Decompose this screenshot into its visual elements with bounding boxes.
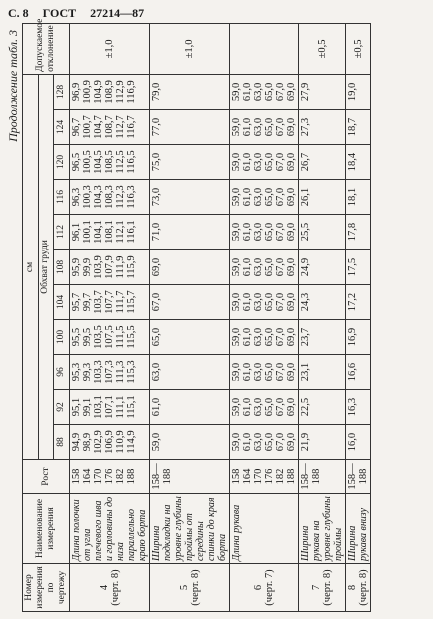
row-name: Ширина рукава внизу <box>346 494 371 564</box>
row-tolerance <box>230 23 299 74</box>
chest-size-120: 120 <box>54 145 70 180</box>
header-number: Номер измерения по чертежу <box>23 564 70 612</box>
row-value: 61,0 <box>150 390 230 425</box>
row-value: 75,0 <box>150 145 230 180</box>
row-value: 59,0 61,0 63,0 65,0 67,0 69,0 <box>230 320 299 355</box>
row-value: 79,0 <box>150 74 230 109</box>
row-value: 95,3 99,3 103,3 107,3 111,3 115,3 <box>70 355 150 390</box>
row-value: 27,9 <box>299 74 346 109</box>
header-height: Рост <box>23 460 70 494</box>
row-number: 8 (черт. 8) <box>346 564 371 612</box>
row-tolerance: ±1,0 <box>70 23 150 74</box>
row-name: Ширина рукава на уровне глубины проймы <box>299 494 346 564</box>
chest-size-92: 92 <box>54 390 70 425</box>
row-value: 96,7 100,7 104,7 108,7 112,7 116,7 <box>70 110 150 145</box>
row-value: 17,8 <box>346 215 371 250</box>
row-value: 59,0 61,0 63,0 65,0 67,0 69,0 <box>230 425 299 460</box>
row-height: 158—188 <box>150 460 230 494</box>
chest-size-104: 104 <box>54 285 70 320</box>
row-value: 24,3 <box>299 285 346 320</box>
row-name: Длина полочки от угла плечевого шва и горловины до низа параллельно краю борта <box>70 494 150 564</box>
row-tolerance: ±0,5 <box>299 23 346 74</box>
row-value: 59,0 61,0 63,0 65,0 67,0 69,0 <box>230 145 299 180</box>
row-value: 59,0 61,0 63,0 65,0 67,0 69,0 <box>230 74 299 109</box>
header-chest-group: Обхват груди <box>38 74 54 459</box>
row-number: 4 (черт. 8) <box>70 564 150 612</box>
row-value: 16,9 <box>346 320 371 355</box>
row-value: 59,0 61,0 63,0 65,0 67,0 69,0 <box>230 215 299 250</box>
row-value: 17,5 <box>346 250 371 285</box>
header-name: Наименование измерения <box>23 494 70 564</box>
chest-size-124: 124 <box>54 110 70 145</box>
row-number: 7 (черт. 8) <box>299 564 346 612</box>
row-height: 158—188 <box>299 460 346 494</box>
row-value: 16,3 <box>346 390 371 425</box>
row-value: 96,5 100,5 104,5 108,5 112,5 116,5 <box>70 145 150 180</box>
row-value: 25,5 <box>299 215 346 250</box>
row-height: 158—188 <box>346 460 371 494</box>
standard-label: ГОСТ <box>42 6 77 20</box>
table-row <box>70 23 150 611</box>
row-height: 158 164 170 176 182 188 <box>230 460 299 494</box>
row-value: 95,5 99,5 103,5 107,5 111,5 115,5 <box>70 320 150 355</box>
row-tolerance: ±1,0 <box>150 23 230 74</box>
row-value: 95,7 99,7 103,7 107,7 111,7 115,7 <box>70 285 150 320</box>
row-name: Длина рукава <box>230 494 299 564</box>
row-value: 59,0 61,0 63,0 65,0 67,0 69,0 <box>230 180 299 215</box>
row-value: 96,3 100,3 104,3 108,3 112,3 116,3 <box>70 180 150 215</box>
row-number: 6 (черт. 7) <box>230 564 299 612</box>
row-value: 19,0 <box>346 74 371 109</box>
row-value: 67,0 <box>150 285 230 320</box>
row-name: Ширина подкладки на уровне глубины проймы от середины спинки до края борта <box>150 494 230 564</box>
row-number: 5 (черт. 8) <box>150 564 230 612</box>
measurement-table <box>22 18 371 612</box>
row-value: 21,9 <box>299 425 346 460</box>
table-row <box>346 23 371 611</box>
row-value: 71,0 <box>150 215 230 250</box>
row-value: 23,7 <box>299 320 346 355</box>
row-value: 18,7 <box>346 110 371 145</box>
row-value: 96,9 100,9 104,9 108,9 112,9 116,9 <box>70 74 150 109</box>
row-value: 65,0 <box>150 320 230 355</box>
chest-size-100: 100 <box>54 320 70 355</box>
chest-size-128: 128 <box>54 74 70 109</box>
row-value: 59,0 61,0 63,0 65,0 67,0 69,0 <box>230 285 299 320</box>
row-value: 18,1 <box>346 180 371 215</box>
row-value: 23,1 <box>299 355 346 390</box>
row-value: 18,4 <box>346 145 371 180</box>
chest-size-108: 108 <box>54 250 70 285</box>
row-value: 24,9 <box>299 250 346 285</box>
row-value: 16,6 <box>346 355 371 390</box>
row-value: 59,0 61,0 63,0 65,0 67,0 69,0 <box>230 390 299 425</box>
row-value: 59,0 61,0 63,0 65,0 67,0 69,0 <box>230 355 299 390</box>
row-value: 96,1 100,1 104,1 108,1 112,1 116,1 <box>70 215 150 250</box>
table-row <box>150 23 230 611</box>
page-number: С. 8 <box>8 6 29 20</box>
row-value: 59,0 <box>150 425 230 460</box>
row-value: 77,0 <box>150 110 230 145</box>
row-height: 158 164 170 176 182 188 <box>70 460 150 494</box>
chest-size-112: 112 <box>54 215 70 250</box>
row-value: 95,1 99,1 103,1 107,1 111,1 115,1 <box>70 390 150 425</box>
row-value: 95,9 99,9 103,9 107,9 111,9 115,9 <box>70 250 150 285</box>
chest-size-116: 116 <box>54 180 70 215</box>
table-body <box>70 23 371 611</box>
row-value: 17,2 <box>346 285 371 320</box>
row-value: 59,0 61,0 63,0 65,0 67,0 69,0 <box>230 110 299 145</box>
page-header <box>8 6 144 21</box>
row-value: 94,9 98,9 102,9 106,9 110,9 114,9 <box>70 425 150 460</box>
row-value: 27,3 <box>299 110 346 145</box>
header-unit: см <box>23 74 39 459</box>
table-caption: Продолжение табл. 3 <box>6 30 20 142</box>
table-row <box>299 23 346 611</box>
row-value: 26,7 <box>299 145 346 180</box>
table-row <box>230 23 299 611</box>
row-value: 69,0 <box>150 250 230 285</box>
chest-size-88: 88 <box>54 425 70 460</box>
rotated-table-area <box>6 18 420 612</box>
row-value: 22,5 <box>299 390 346 425</box>
row-value: 59,0 61,0 63,0 65,0 67,0 69,0 <box>230 250 299 285</box>
row-value: 26,1 <box>299 180 346 215</box>
standard-number: 27214—87 <box>90 6 145 20</box>
chest-size-96: 96 <box>54 355 70 390</box>
row-value: 16,0 <box>346 425 371 460</box>
row-tolerance: ±0,5 <box>346 23 371 74</box>
row-value: 63,0 <box>150 355 230 390</box>
row-value: 73,0 <box>150 180 230 215</box>
header-tolerance: Допускаемое отклонение <box>23 23 70 74</box>
